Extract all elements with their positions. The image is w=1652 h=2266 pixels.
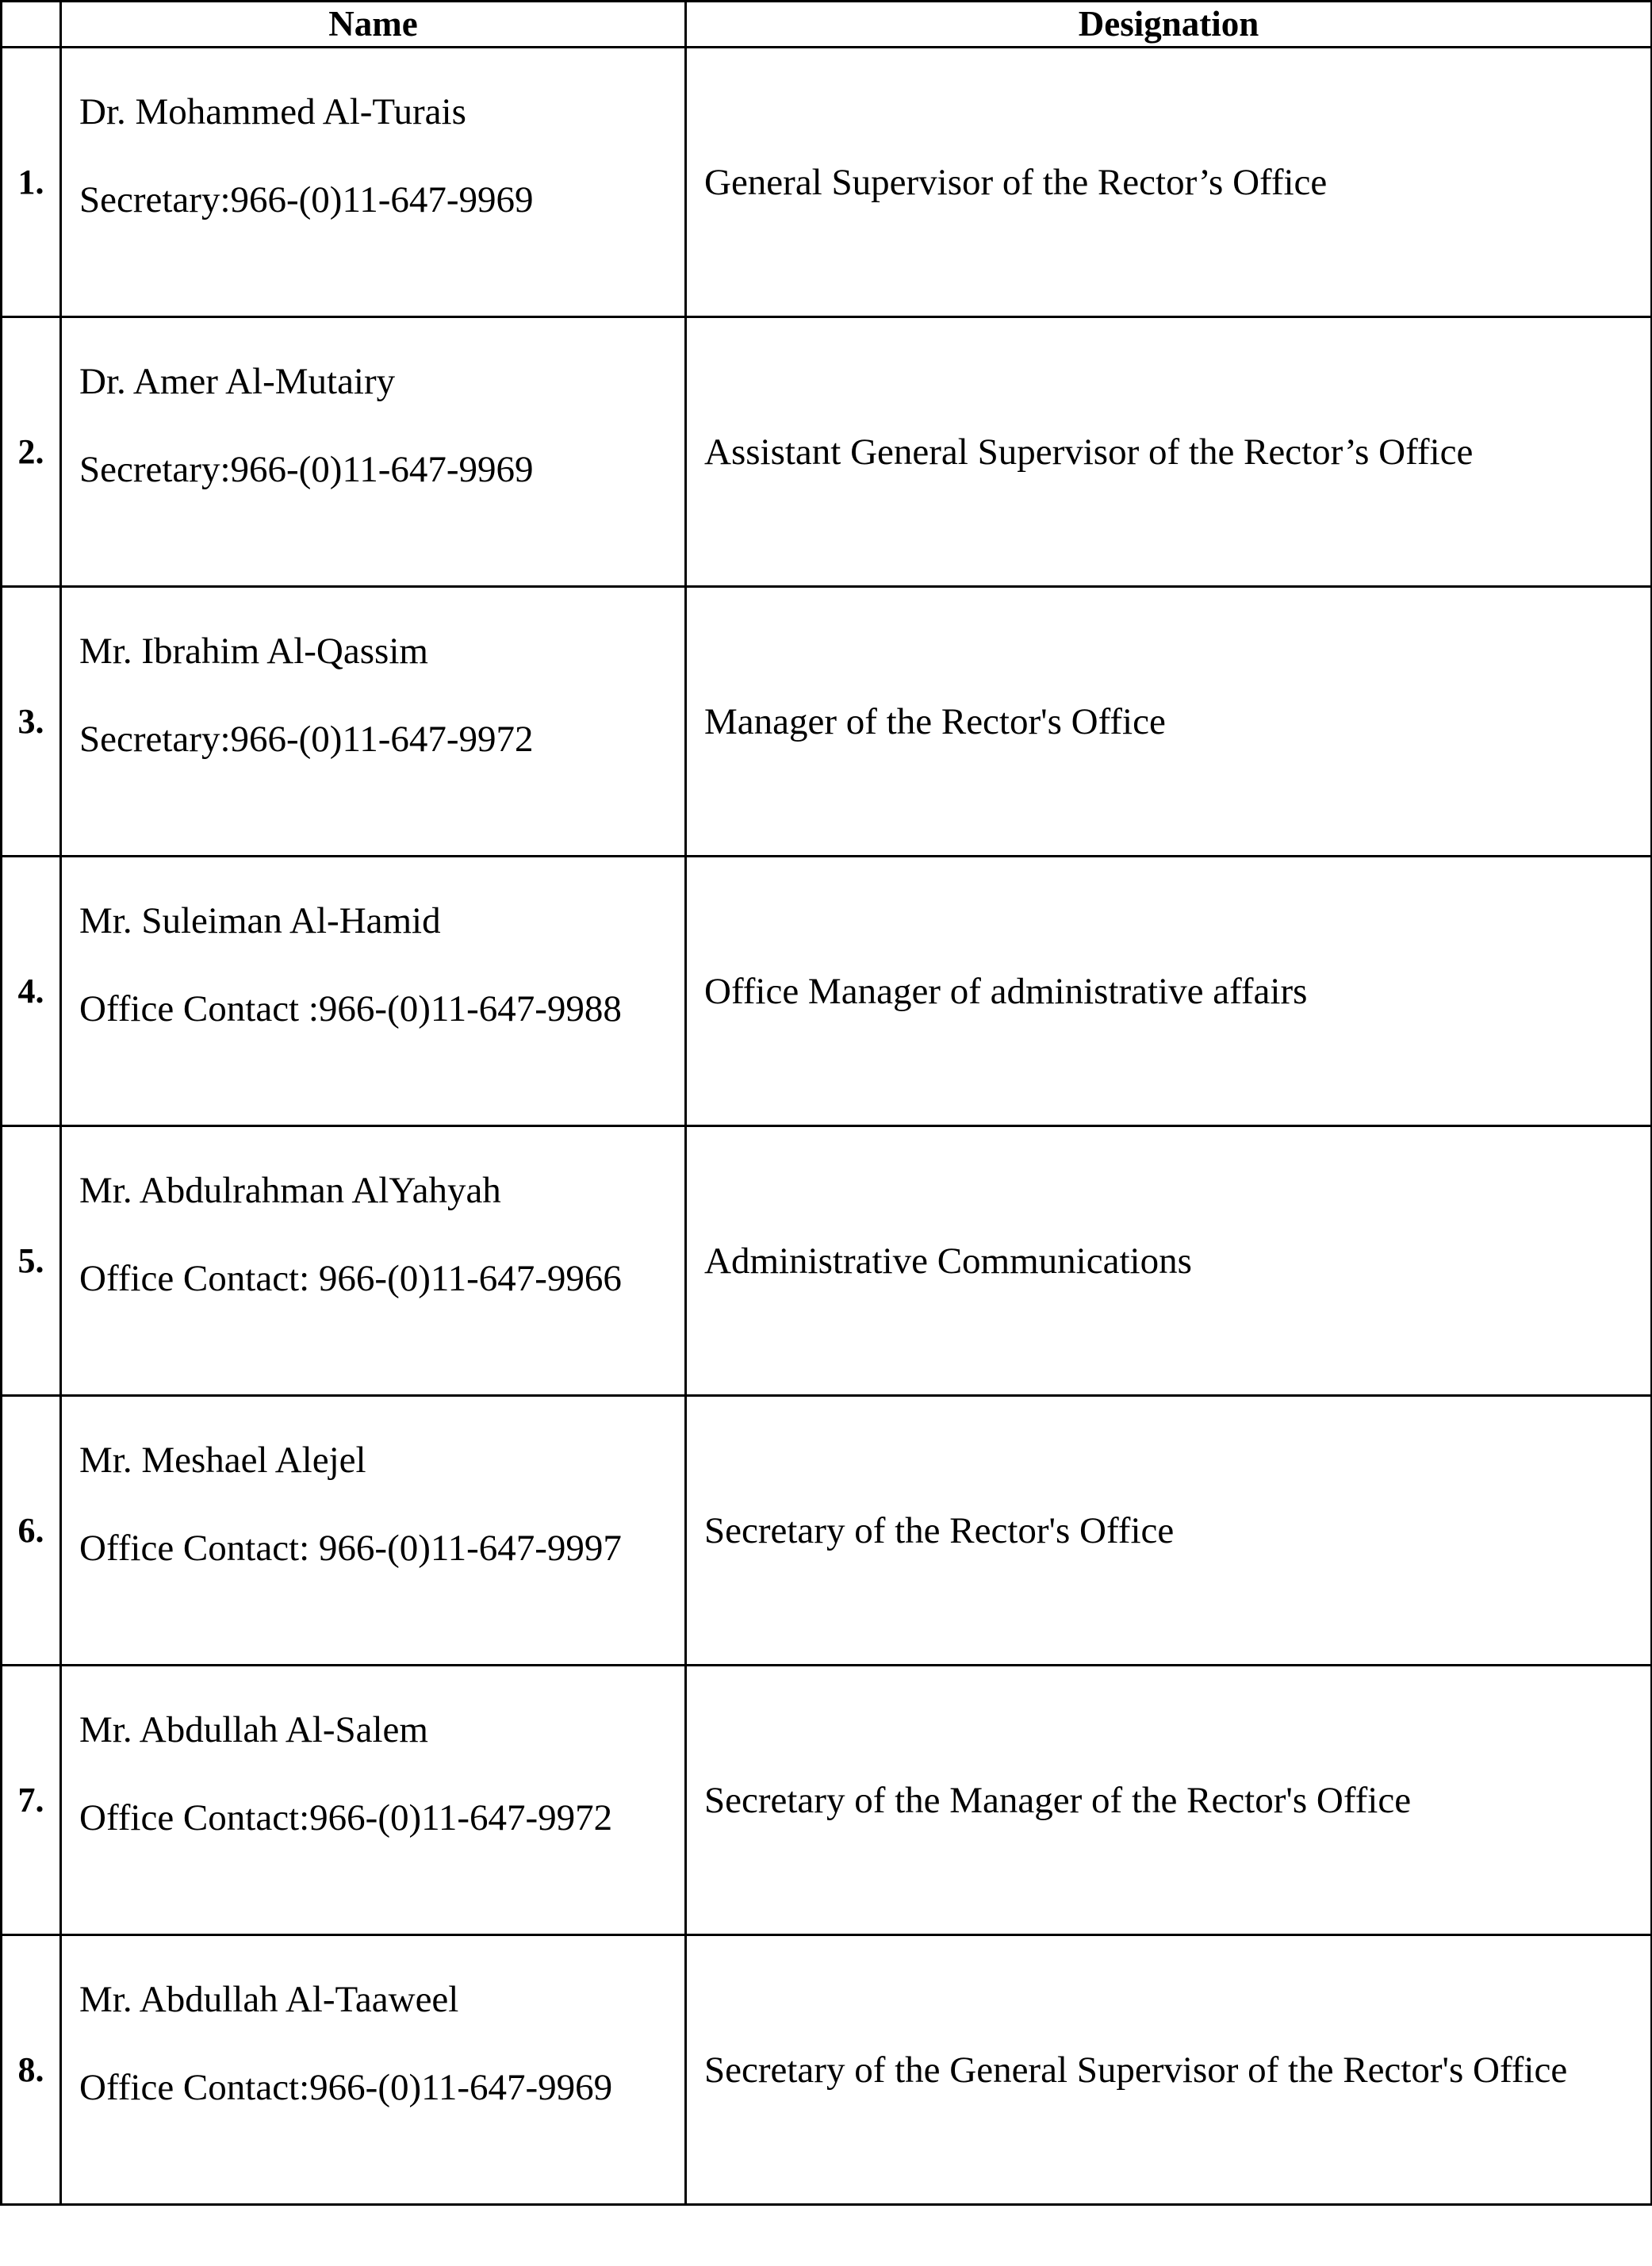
row-number: 8. bbox=[2, 1935, 61, 2205]
contact-number: Office Contact: 966-(0)11-647-9997 bbox=[79, 1528, 622, 1569]
contact-number: Office Contact:966-(0)11-647-9969 bbox=[79, 2067, 613, 2108]
name-cell bbox=[61, 1935, 686, 2205]
table-row bbox=[2, 1396, 1652, 1666]
row-number: 7. bbox=[2, 1666, 61, 1935]
contact-number: Office Contact: 966-(0)11-647-9966 bbox=[79, 1258, 622, 1299]
header-designation: Designation bbox=[686, 2, 1652, 48]
header-name: Name bbox=[61, 2, 686, 48]
person-name: Mr. Suleiman Al-Hamid bbox=[79, 900, 441, 941]
table-row bbox=[2, 1126, 1652, 1396]
person-name: Mr. Meshael Alejel bbox=[79, 1440, 366, 1481]
table-row bbox=[2, 48, 1652, 317]
row-number: 1. bbox=[2, 48, 61, 317]
designation-cell: Administrative Communications bbox=[686, 1126, 1652, 1396]
name-cell bbox=[61, 1396, 686, 1666]
person-name: Mr. Abdullah Al-Salem bbox=[79, 1709, 428, 1750]
name-cell bbox=[61, 317, 686, 587]
designation-cell: Secretary of the Rector's Office bbox=[686, 1396, 1652, 1666]
table-row bbox=[2, 1666, 1652, 1935]
row-number: 4. bbox=[2, 857, 61, 1126]
row-number: 5. bbox=[2, 1126, 61, 1396]
row-number: 2. bbox=[2, 317, 61, 587]
header-row bbox=[2, 2, 1652, 48]
designation-cell: Manager of the Rector's Office bbox=[686, 587, 1652, 857]
row-number: 6. bbox=[2, 1396, 61, 1666]
contact-number: Secretary:966-(0)11-647-9972 bbox=[79, 719, 534, 760]
name-cell bbox=[61, 587, 686, 857]
table-row bbox=[2, 587, 1652, 857]
person-name: Dr. Mohammed Al-Turais bbox=[79, 91, 466, 132]
person-name: Mr. Ibrahim Al-Qassim bbox=[79, 631, 428, 672]
designation-cell: Secretary of the Manager of the Rector's Office bbox=[686, 1666, 1652, 1935]
name-cell bbox=[61, 1126, 686, 1396]
contact-number: Office Contact:966-(0)11-647-9972 bbox=[79, 1797, 613, 1838]
person-name: Mr. Abdulrahman AlYahyah bbox=[79, 1170, 501, 1211]
designation-cell: Assistant General Supervisor of the Rector’s Office bbox=[686, 317, 1652, 587]
header-number bbox=[2, 2, 61, 48]
name-cell bbox=[61, 1666, 686, 1935]
contact-number: Secretary:966-(0)11-647-9969 bbox=[79, 449, 534, 490]
designation-cell: General Supervisor of the Rector’s Office bbox=[686, 48, 1652, 317]
contact-number: Secretary:966-(0)11-647-9969 bbox=[79, 179, 534, 220]
table-row bbox=[2, 1935, 1652, 2205]
table-row bbox=[2, 857, 1652, 1126]
name-cell bbox=[61, 857, 686, 1126]
contact-number: Office Contact :966-(0)11-647-9988 bbox=[79, 988, 622, 1029]
person-name: Dr. Amer Al-Mutairy bbox=[79, 361, 396, 402]
row-number: 3. bbox=[2, 587, 61, 857]
person-name: Mr. Abdullah Al-Taaweel bbox=[79, 1979, 459, 2020]
designation-cell: Secretary of the General Supervisor of the Rector's Office bbox=[686, 1935, 1652, 2205]
table-row bbox=[2, 317, 1652, 587]
name-cell bbox=[61, 48, 686, 317]
designation-cell: Office Manager of administrative affairs bbox=[686, 857, 1652, 1126]
